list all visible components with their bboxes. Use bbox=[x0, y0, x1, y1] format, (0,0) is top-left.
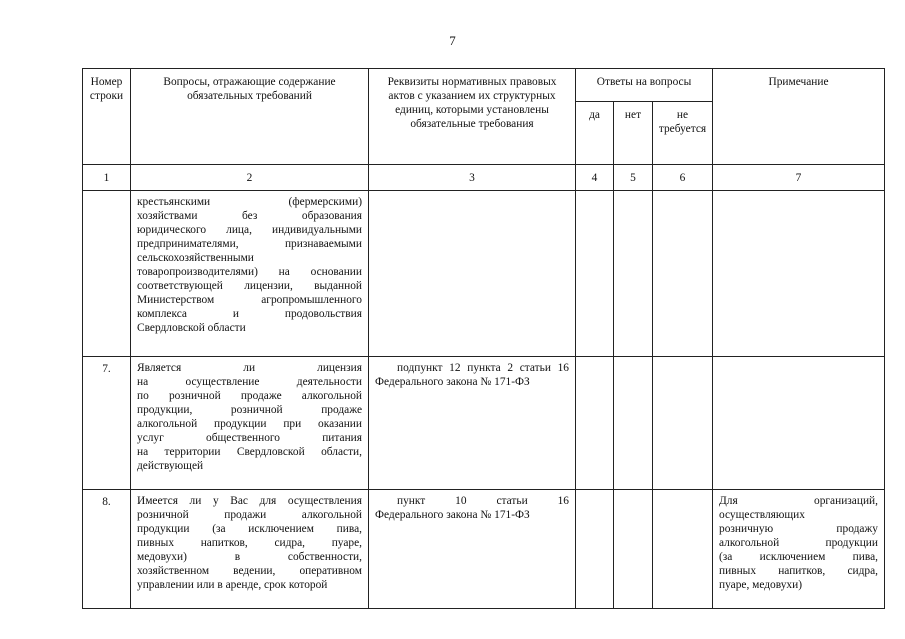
answer-not-required-cell[interactable] bbox=[653, 191, 713, 357]
text-line: услуг общественного питания bbox=[137, 432, 362, 444]
text-line: пуаре, медовухи) bbox=[719, 579, 803, 591]
text-line: (за исключением пива, bbox=[719, 551, 878, 563]
text-line: Свердловской области bbox=[137, 322, 246, 334]
text-line: предпринимателями, признаваемыми bbox=[137, 238, 362, 250]
column-number: 7 bbox=[713, 165, 885, 191]
note-cell bbox=[713, 490, 885, 609]
text-line: пивных напитков, сидра, пуаре, bbox=[137, 537, 362, 549]
answer-yes-cell[interactable] bbox=[576, 191, 614, 357]
column-number: 6 bbox=[653, 165, 713, 191]
text-line: розничной продажи алкогольной bbox=[137, 509, 362, 521]
text-line: товаропроизводителями) на основании bbox=[137, 266, 362, 278]
header-legal-acts-text: Реквизиты нормативных правовых актов с указанием их структурных единиц, которыми установлены обязательные требования bbox=[387, 76, 557, 130]
header-row bbox=[83, 69, 885, 102]
text-line: крестьянскими (фермерскими) bbox=[137, 196, 362, 208]
column-number: 3 bbox=[369, 165, 576, 191]
text-line: алкогольной продукции bbox=[719, 537, 878, 549]
question-cell bbox=[131, 191, 369, 357]
text-line: Федерального закона № 171-ФЗ bbox=[375, 376, 530, 388]
header-row-number: Номер строки bbox=[83, 69, 131, 165]
header-legal-acts bbox=[369, 69, 576, 165]
text-line: осуществляющих bbox=[719, 509, 805, 521]
text-line: подпункт 12 пункта 2 статьи 16 bbox=[397, 362, 569, 374]
column-number: 5 bbox=[614, 165, 653, 191]
text-line: юридического лица, индивидуальными bbox=[137, 224, 362, 236]
column-number: 4 bbox=[576, 165, 614, 191]
text-line: сельскохозяйственными bbox=[137, 252, 254, 264]
answer-no-cell[interactable] bbox=[614, 191, 653, 357]
text-line: пивных напитков, сидра, bbox=[719, 565, 878, 577]
text-line: по розничной продаже алкогольной bbox=[137, 390, 362, 402]
text-line: на территории Свердловской области, bbox=[137, 446, 362, 458]
text-line: Федерального закона № 171-ФЗ bbox=[375, 509, 530, 521]
answer-no-cell[interactable] bbox=[614, 490, 653, 609]
question-cell bbox=[131, 490, 369, 609]
text-line: продукции (за исключением пива, bbox=[137, 523, 362, 535]
legal-act-cell bbox=[369, 191, 576, 357]
answer-not-required-cell[interactable] bbox=[653, 357, 713, 490]
page-number: 7 bbox=[449, 33, 456, 48]
text-line: хозяйствами без образования bbox=[137, 210, 362, 222]
answer-yes-cell[interactable] bbox=[576, 357, 614, 490]
header-no: нет bbox=[614, 102, 653, 165]
row-number: 8. bbox=[83, 490, 131, 609]
legal-act-cell bbox=[369, 490, 576, 609]
question-cell bbox=[131, 357, 369, 490]
text-line: на осуществление деятельности bbox=[137, 376, 362, 388]
text-line: комплекса и продовольствия bbox=[137, 308, 362, 320]
text-line: Для организаций, bbox=[719, 495, 878, 507]
text-line: управлении или в аренде, срок которой bbox=[137, 579, 328, 591]
column-number-row bbox=[83, 165, 885, 191]
text-line: Имеется ли у Вас для осуществления bbox=[137, 495, 362, 507]
header-questions: Вопросы, отражающие содержание обязательных требований bbox=[131, 69, 369, 165]
header-not-required: не требуется bbox=[653, 102, 713, 165]
text-line: продукции, розничной продаже bbox=[137, 404, 362, 416]
text-line: хозяйственном ведении, оперативном bbox=[137, 565, 362, 577]
row-number bbox=[83, 191, 131, 357]
header-answers: Ответы на вопросы bbox=[576, 69, 713, 102]
row-number: 7. bbox=[83, 357, 131, 490]
text-line: пункт 10 статьи 16 bbox=[397, 495, 569, 507]
note-cell bbox=[713, 191, 885, 357]
text-line: медовухи) в собственности, bbox=[137, 551, 362, 563]
text-line: Является ли лицензия bbox=[137, 362, 362, 374]
answer-yes-cell[interactable] bbox=[576, 490, 614, 609]
text-line: розничную продажу bbox=[719, 523, 878, 535]
note-cell bbox=[713, 357, 885, 490]
checklist-table bbox=[82, 68, 885, 609]
text-line: соответствующей лицензии, выданной bbox=[137, 280, 362, 292]
column-number: 2 bbox=[131, 165, 369, 191]
header-note: Примечание bbox=[713, 69, 885, 165]
answer-no-cell[interactable] bbox=[614, 357, 653, 490]
legal-act-cell bbox=[369, 357, 576, 490]
table-row bbox=[83, 357, 885, 490]
header-yes: да bbox=[576, 102, 614, 165]
text-line: алкогольной продукции при оказании bbox=[137, 418, 362, 430]
text-line: действующей bbox=[137, 460, 204, 472]
table-row bbox=[83, 490, 885, 609]
column-number: 1 bbox=[83, 165, 131, 191]
table-row bbox=[83, 191, 885, 357]
text-line: Министерством агропромышленного bbox=[137, 294, 362, 306]
answer-not-required-cell[interactable] bbox=[653, 490, 713, 609]
